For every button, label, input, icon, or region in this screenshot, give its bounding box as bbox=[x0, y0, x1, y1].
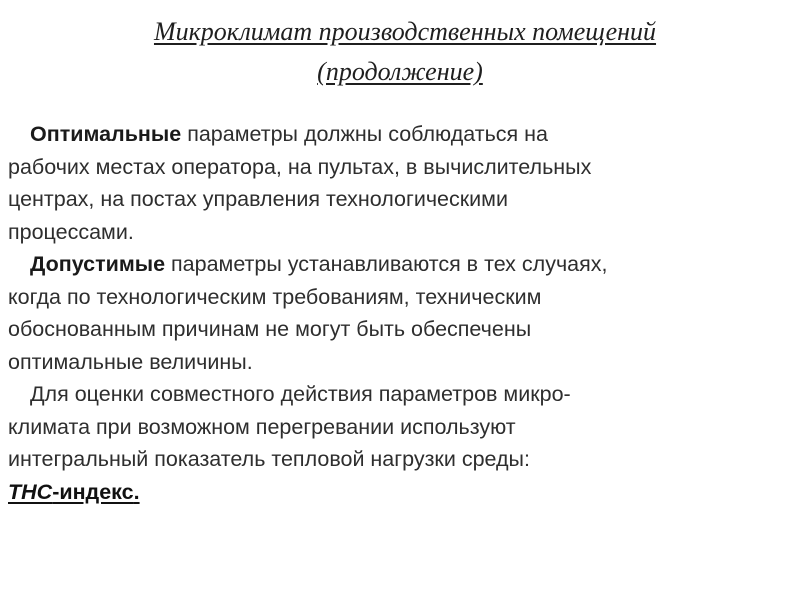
paragraph-line: климата при возможном перегревании используют bbox=[8, 414, 516, 439]
slide-body bbox=[8, 118, 788, 508]
term-permissible: Допустимые bbox=[30, 252, 166, 276]
paragraph-line: когда по технологическим требованиям, техническим bbox=[8, 284, 542, 309]
title-line-1: Микроклимат производственных помещений bbox=[153, 17, 657, 46]
tnc-letters: ТНС bbox=[8, 479, 53, 504]
tnc-suffix: -индекс bbox=[52, 479, 134, 504]
text-fragment: параметры должны соблюдаться на bbox=[181, 122, 548, 146]
paragraph-line: рабочих местах оператора, на пультах, в вычислительных bbox=[8, 154, 592, 179]
text-fragment: параметры устанавливаются в тех случаях, bbox=[165, 252, 608, 276]
paragraph-line bbox=[8, 118, 788, 151]
paragraph-line: обоснованным причинам не могут быть обеспечены bbox=[8, 317, 532, 341]
slide-title bbox=[0, 12, 800, 92]
paragraph-line: Для оценки совместного действия параметров микро- bbox=[30, 382, 571, 406]
tnc-index-term bbox=[8, 480, 140, 504]
term-optimal: Оптимальные bbox=[30, 122, 182, 146]
paragraph-line: центрах, на постах управления технологическими bbox=[8, 187, 508, 211]
paragraph-line: оптимальные величины. bbox=[8, 349, 253, 374]
paragraph-line: интегральный показатель тепловой нагрузки среды: bbox=[8, 447, 530, 471]
paragraph-line bbox=[8, 476, 788, 509]
paragraph-optimal bbox=[8, 118, 788, 248]
paragraph-line bbox=[8, 248, 788, 281]
title-line-2: (продолжение) bbox=[317, 57, 483, 86]
paragraph-line: процессами. bbox=[8, 219, 134, 244]
tnc-period: . bbox=[133, 479, 140, 504]
paragraph-assessment bbox=[8, 378, 788, 508]
paragraph-permissible bbox=[8, 248, 788, 378]
